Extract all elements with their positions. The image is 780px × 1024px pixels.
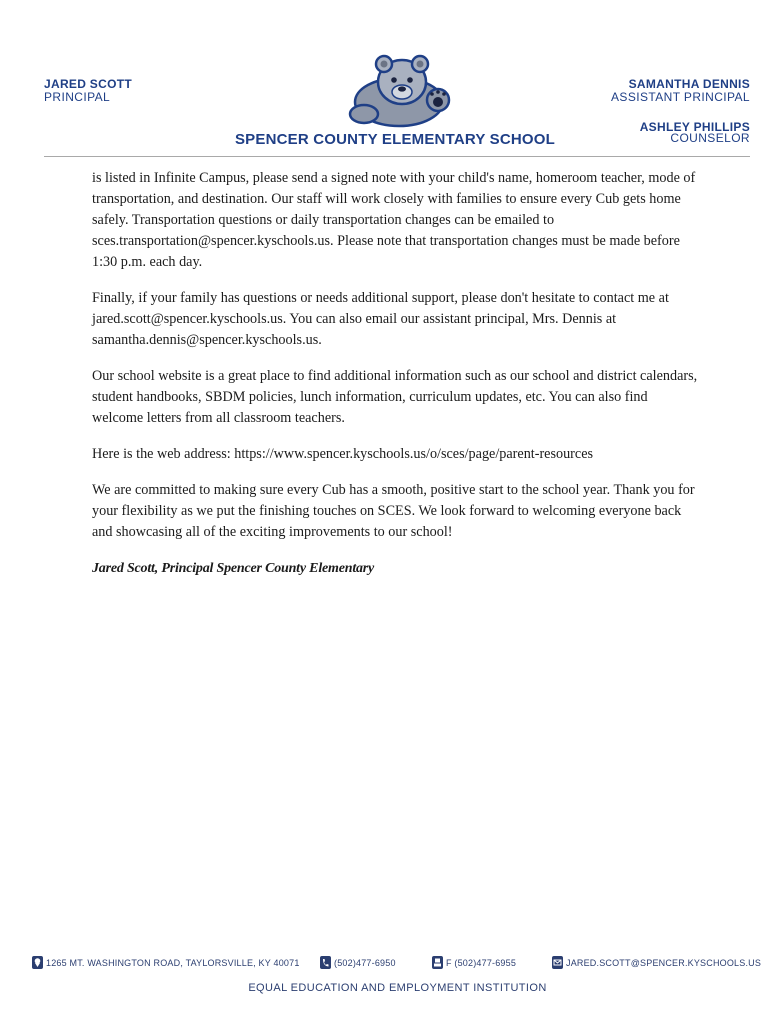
principal-title: PRINCIPAL bbox=[44, 90, 111, 104]
school-name: SPENCER COUNTY ELEMENTARY SCHOOL bbox=[234, 131, 556, 148]
email-text: JARED.SCOTT@SPENCER.KYSCHOOLS.US bbox=[566, 957, 762, 968]
fax-text: F (502)477-6955 bbox=[446, 957, 517, 968]
email-icon bbox=[552, 956, 563, 969]
paragraph: Here is the web address: https://www.spencer.kyschools.us/o/sces/page/parent-resources bbox=[92, 446, 594, 462]
assistant-principal-name: SAMANTHA DENNIS bbox=[628, 77, 750, 91]
letter-body bbox=[92, 168, 702, 579]
paragraph: Our school website is a great place to find additional information such as our school and district calendars, student handbooks, SBDM policies, lunch information, curriculum updates, etc. You can also find welcome letters from all classroom teachers. bbox=[92, 368, 698, 426]
paragraph: Finally, if your family has questions or needs additional support, please don't hesitate to contact me at jared.scott@spencer.kyschools.us. You can also email our assistant principal, Mrs. Dennis at samantha.dennis@spencer.kyschools.us. bbox=[92, 290, 669, 348]
paragraph: is listed in Infinite Campus, please send a signed note with your child's name, homeroom teacher, mode of transportation, and destination. Our staff will work closely with families to ensure every Cub gets home safely. Transportation questions or daily transportation changes can be emailed to sces.transportation@spencer.kyschools.us. Please note that transportation changes must be made before 1:30 p.m. each day. bbox=[92, 170, 696, 270]
location-pin-icon bbox=[32, 956, 43, 969]
phone-text: (502)477-6950 bbox=[334, 957, 396, 968]
fax-icon bbox=[432, 956, 443, 969]
assistant-principal-block bbox=[611, 78, 750, 104]
address-item bbox=[32, 956, 300, 969]
phone-icon bbox=[320, 956, 331, 969]
eeo-statement: EQUAL EDUCATION AND EMPLOYMENT INSTITUTION bbox=[248, 982, 547, 994]
fax-item bbox=[432, 956, 516, 969]
email-item bbox=[552, 956, 761, 969]
signature: Jared Scott, Principal Spencer County Elementary bbox=[92, 561, 375, 576]
address-text: 1265 MT. WASHINGTON ROAD, TAYLORSVILLE, KY 40071 bbox=[46, 957, 300, 968]
paragraph: We are committed to making sure every Cub has a smooth, positive start to the school year. Thank you for your flexibility as we put the finishing touches on SCES. We look forward to welcoming everyone back and showcasing all of the exciting improvements to our school! bbox=[92, 482, 695, 540]
counselor-title: COUNSELOR bbox=[670, 131, 750, 145]
principal-block bbox=[44, 78, 132, 104]
bear-cub-icon bbox=[344, 52, 454, 130]
phone-item bbox=[320, 956, 396, 969]
header-divider bbox=[44, 156, 750, 157]
counselor-name: ASHLEY PHILLIPS bbox=[639, 120, 750, 134]
principal-name: JARED SCOTT bbox=[44, 77, 132, 91]
assistant-principal-title: ASSISTANT PRINCIPAL bbox=[611, 90, 750, 104]
